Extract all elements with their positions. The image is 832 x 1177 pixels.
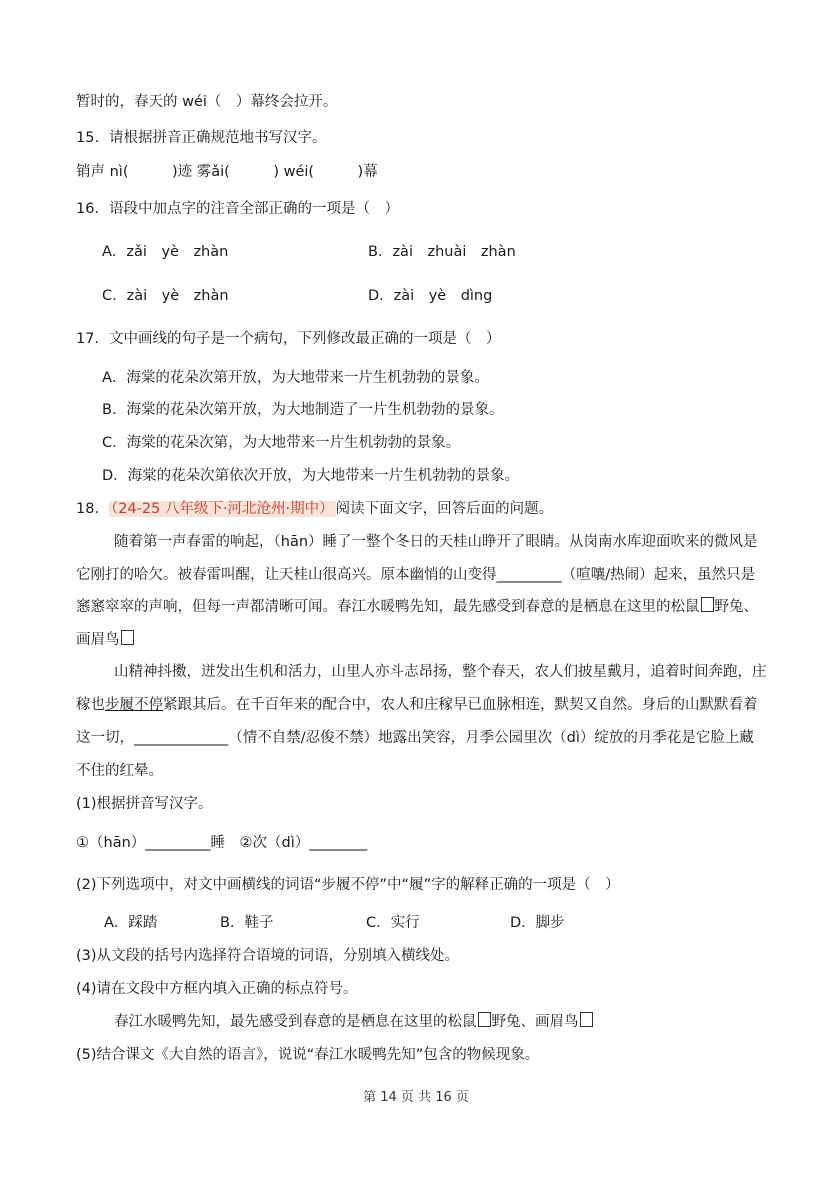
question-17: 17．文中画线的句子是一个病句，下列修改最正确的一项是（ ） xyxy=(76,331,501,347)
answer-box xyxy=(580,1012,593,1027)
passage-line: 稼也步履不停紧跟其后。在千百年来的配合中，农人和庄稼早已血脉相连，默契又自然。身后的山默默看着 xyxy=(76,697,758,713)
answer-box xyxy=(121,630,134,645)
page-footer: 第 14 页 共 16 页 xyxy=(363,1090,469,1105)
sub-question-3: (3)从文段的括号内选择符合语境的词语，分别填入横线处。 xyxy=(76,948,460,964)
sub-question-5: (5)结合课文《大自然的语言》，说说“春江水暖鸭先知”包含的物候现象。 xyxy=(76,1047,540,1063)
option-d: D．zài yè dìng xyxy=(368,288,493,304)
passage-line: 随着第一声春雷的响起，（hān）睡了一整个冬日的天桂山睁开了眼睛。从岗南水库迎面吹来的微风是 xyxy=(114,534,758,550)
sub-question-4: (4)请在文段中方框内填入正确的标点符号。 xyxy=(76,981,358,997)
passage-line: 这一切，_____________（情不自禁/忍俊不禁）地露出笑容，月季公园里次（dì）绽放的月季花是它脸上藏 xyxy=(76,730,754,746)
question-number: 18． xyxy=(76,501,109,517)
option-b: B．zài zhuài zhàn xyxy=(368,244,516,260)
source-tag: （24-25 八年级下·河北沧州·期中） xyxy=(110,501,334,517)
passage-line: 窸窸窣窣的声响，但每一声都清晰可闻。春江水暖鸭先知，最先感受到春意的是栖息在这里的松鼠 野兔、 xyxy=(76,599,758,615)
passage-line: 山精神抖擞，迸发出生机和活力，山里人亦斗志昂扬，整个春天，农人们披星戴月，追着时间奔跑，庄 xyxy=(114,664,767,680)
option-a: A．海棠的花朵次第开放，为大地带来一片生机勃勃的景象。 xyxy=(102,370,489,386)
passage-line: 画眉鸟 xyxy=(76,630,135,650)
option-c: C．实行 xyxy=(366,915,420,931)
option-b: B．海棠的花朵次第开放，为大地制造了一片生机勃勃的景象。 xyxy=(102,402,504,418)
passage-line: 它刚打的哈欠。被春雷叫醒，让天桂山很高兴。原本幽悄的山变得_________（喧嚷/热闹）起来，虽然只是 xyxy=(76,567,756,583)
option-c: C．zài yè zhàn xyxy=(102,288,229,304)
passage-line: 不住的红晕。 xyxy=(76,763,163,779)
answer-box xyxy=(701,597,714,612)
question-16: 16．语段中加点字的注音全部正确的一项是（ ） xyxy=(76,201,399,217)
option-a: A．踩踏 xyxy=(104,915,158,931)
question-18 xyxy=(76,499,553,519)
question-prompt: 阅读下面文字，回答后面的问题。 xyxy=(335,501,554,517)
sub-question-1-items: ①（hān）_________睡 ②次（dì）________ xyxy=(76,835,368,851)
sub-question-1: (1)根据拼音写汉字。 xyxy=(76,796,213,812)
option-c: C．海棠的花朵次第，为大地带来一片生机勃勃的景象。 xyxy=(102,435,461,451)
option-d: D．海棠的花朵次第依次开放，为大地带来一片生机勃勃的景象。 xyxy=(102,468,520,484)
option-a: A．zǎi yè zhàn xyxy=(102,244,229,260)
underlined-word: 步履不停 xyxy=(105,697,163,713)
text-line: 暂时的，春天的 wéi（ ）幕终会拉开。 xyxy=(76,94,338,110)
answer-box xyxy=(478,1012,491,1027)
quoted-sentence: 春江水暖鸭先知，最先感受到春意的是栖息在这里的松鼠 野兔、画眉鸟 xyxy=(114,1012,594,1032)
sub-question-2: (2)下列选项中，对文中画横线的词语“步履不停”中“履”字的解释正确的一项是（ ） xyxy=(76,877,620,893)
question-15-items: 销声 nì( )迹 雾ǎi( ) wéi( )幕 xyxy=(76,164,378,180)
option-b: B．鞋子 xyxy=(220,915,274,931)
option-d: D．脚步 xyxy=(510,915,565,931)
question-15: 15．请根据拼音正确规范地书写汉字。 xyxy=(76,130,327,146)
